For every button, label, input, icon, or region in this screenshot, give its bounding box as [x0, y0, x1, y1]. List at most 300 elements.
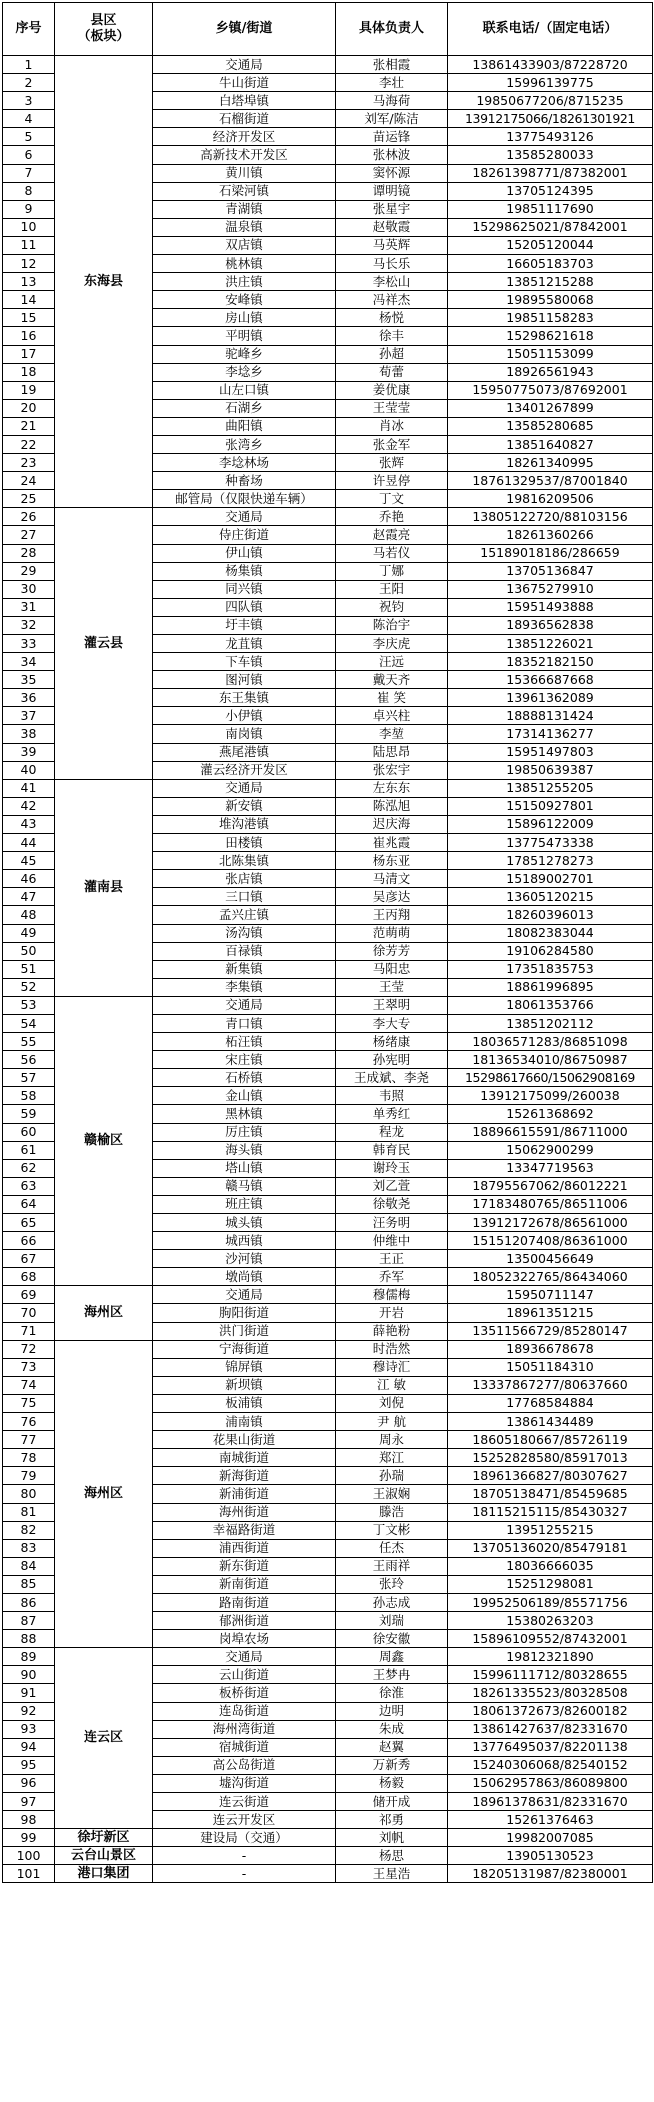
phone-cell: 13851226021 [448, 635, 653, 653]
header-county-line2: （板块） [77, 29, 130, 44]
town-cell: 山左口镇 [153, 381, 336, 399]
table-body [3, 56, 653, 1883]
seq-cell: 69 [3, 1286, 55, 1304]
table-header [3, 3, 653, 56]
phone-cell: 18926561943 [448, 363, 653, 381]
seq-cell: 45 [3, 852, 55, 870]
seq-cell: 89 [3, 1648, 55, 1666]
town-cell: 金山镇 [153, 1087, 336, 1105]
seq-cell: 17 [3, 345, 55, 363]
county-cell: 连云区 [55, 1648, 153, 1829]
town-cell: 侍庄街道 [153, 526, 336, 544]
phone-cell: 13805122720/88103156 [448, 508, 653, 526]
seq-cell: 37 [3, 707, 55, 725]
person-cell: 马阳忠 [336, 960, 448, 978]
person-cell: 朱成 [336, 1720, 448, 1738]
person-cell: 刘倪 [336, 1394, 448, 1412]
table-row [3, 1286, 653, 1304]
town-cell: 图河镇 [153, 671, 336, 689]
town-cell: 新集镇 [153, 960, 336, 978]
phone-cell: 19982007085 [448, 1829, 653, 1847]
seq-cell: 51 [3, 960, 55, 978]
person-cell: 周永 [336, 1431, 448, 1449]
person-cell: 刘瑞 [336, 1612, 448, 1630]
person-cell: 王翠明 [336, 996, 448, 1014]
phone-cell: 13705124395 [448, 182, 653, 200]
seq-cell: 46 [3, 870, 55, 888]
town-cell: 房山镇 [153, 309, 336, 327]
town-cell: 下车镇 [153, 653, 336, 671]
seq-cell: 99 [3, 1829, 55, 1847]
town-cell: 宿城街道 [153, 1738, 336, 1756]
seq-cell: 65 [3, 1214, 55, 1232]
phone-cell: 13951255215 [448, 1521, 653, 1539]
town-cell: - [153, 1847, 336, 1865]
town-cell: 高公岛街道 [153, 1756, 336, 1774]
seq-cell: 98 [3, 1811, 55, 1829]
seq-cell: 25 [3, 490, 55, 508]
phone-cell: 15261376463 [448, 1811, 653, 1829]
town-cell: 白塔埠镇 [153, 92, 336, 110]
phone-cell: 18861996895 [448, 978, 653, 996]
seq-cell: 73 [3, 1358, 55, 1376]
seq-cell: 86 [3, 1593, 55, 1611]
person-cell: 徐敬尧 [336, 1195, 448, 1213]
person-cell: 吴彦达 [336, 888, 448, 906]
town-cell: 种畜场 [153, 472, 336, 490]
phone-cell: 13347719563 [448, 1159, 653, 1177]
phone-cell: 18061372673/82600182 [448, 1702, 653, 1720]
person-cell: 马英辉 [336, 236, 448, 254]
person-cell: 万新秀 [336, 1756, 448, 1774]
person-cell: 杨悦 [336, 309, 448, 327]
phone-cell: 18605180667/85726119 [448, 1431, 653, 1449]
seq-cell: 43 [3, 815, 55, 833]
person-cell: 王雨祥 [336, 1557, 448, 1575]
seq-cell: 24 [3, 472, 55, 490]
phone-cell: 13705136847 [448, 562, 653, 580]
seq-cell: 58 [3, 1087, 55, 1105]
phone-cell: 18795567062/86012221 [448, 1177, 653, 1195]
town-cell: 交通局 [153, 779, 336, 797]
phone-cell: 15366687668 [448, 671, 653, 689]
phone-cell: 19812321890 [448, 1648, 653, 1666]
town-cell: 双店镇 [153, 236, 336, 254]
town-cell: 幸福路街道 [153, 1521, 336, 1539]
town-cell: 伊山镇 [153, 544, 336, 562]
county-cell: 徐圩新区 [55, 1829, 153, 1847]
table-row [3, 1847, 653, 1865]
person-cell: 崔 笑 [336, 689, 448, 707]
header-phone: 联系电话/（固定电话） [448, 3, 653, 56]
phone-cell: 15051184310 [448, 1358, 653, 1376]
town-cell: 洪门街道 [153, 1322, 336, 1340]
seq-cell: 96 [3, 1774, 55, 1792]
header-row [3, 3, 653, 56]
phone-cell: 18896615591/86711000 [448, 1123, 653, 1141]
seq-cell: 10 [3, 218, 55, 236]
town-cell: 黑林镇 [153, 1105, 336, 1123]
phone-cell: 15151207408/86361000 [448, 1232, 653, 1250]
phone-cell: 19851117690 [448, 200, 653, 218]
seq-cell: 66 [3, 1232, 55, 1250]
person-cell: 李大专 [336, 1014, 448, 1032]
seq-cell: 14 [3, 291, 55, 309]
phone-cell: 18205131987/82380001 [448, 1865, 653, 1883]
town-cell: 花果山街道 [153, 1431, 336, 1449]
table-row [3, 996, 653, 1014]
person-cell: 赵翼 [336, 1738, 448, 1756]
person-cell: 赵霞亮 [336, 526, 448, 544]
seq-cell: 35 [3, 671, 55, 689]
town-cell: 建设局（交通） [153, 1829, 336, 1847]
seq-cell: 16 [3, 327, 55, 345]
phone-cell: 18115215115/85430327 [448, 1503, 653, 1521]
town-cell: 邮管局（仅限快递车辆） [153, 490, 336, 508]
phone-cell: 17851278273 [448, 852, 653, 870]
phone-cell: 15261368692 [448, 1105, 653, 1123]
table-row [3, 508, 653, 526]
seq-cell: 52 [3, 978, 55, 996]
person-cell: 程龙 [336, 1123, 448, 1141]
seq-cell: 18 [3, 363, 55, 381]
seq-cell: 19 [3, 381, 55, 399]
phone-cell: 18036666035 [448, 1557, 653, 1575]
town-cell: 宁海街道 [153, 1340, 336, 1358]
town-cell: 小伊镇 [153, 707, 336, 725]
town-cell: 平明镇 [153, 327, 336, 345]
town-cell: 孟兴庄镇 [153, 906, 336, 924]
town-cell: 北陈集镇 [153, 852, 336, 870]
person-cell: 陈泓旭 [336, 797, 448, 815]
seq-cell: 90 [3, 1666, 55, 1684]
person-cell: 滕浩 [336, 1503, 448, 1521]
phone-cell: 13861427637/82331670 [448, 1720, 653, 1738]
header-person: 具体负责人 [336, 3, 448, 56]
town-cell: 经济开发区 [153, 128, 336, 146]
town-cell: 新安镇 [153, 797, 336, 815]
phone-cell: 13851255205 [448, 779, 653, 797]
phone-cell: 13912175066/18261301921 [448, 110, 653, 128]
county-cell: 灌云县 [55, 508, 153, 779]
phone-cell: 15062957863/86089800 [448, 1774, 653, 1792]
person-cell: 窦怀源 [336, 164, 448, 182]
phone-cell: 15062900299 [448, 1141, 653, 1159]
seq-cell: 38 [3, 725, 55, 743]
phone-cell: 13905130523 [448, 1847, 653, 1865]
phone-cell: 15896122009 [448, 815, 653, 833]
person-cell: 单秀红 [336, 1105, 448, 1123]
town-cell: 浦南镇 [153, 1413, 336, 1431]
phone-cell: 15150927801 [448, 797, 653, 815]
town-cell: 新浦街道 [153, 1485, 336, 1503]
town-cell: 石桥镇 [153, 1069, 336, 1087]
person-cell: 韩育民 [336, 1141, 448, 1159]
phone-cell: 18961366827/80307627 [448, 1467, 653, 1485]
county-cell: 海州区 [55, 1340, 153, 1648]
phone-cell: 15951493888 [448, 598, 653, 616]
person-cell: 杨毅 [336, 1774, 448, 1792]
town-cell: 田楼镇 [153, 834, 336, 852]
phone-cell: 13511566729/85280147 [448, 1322, 653, 1340]
person-cell: 祝钧 [336, 598, 448, 616]
person-cell: 孙超 [336, 345, 448, 363]
person-cell: 刘军/陈洁 [336, 110, 448, 128]
phone-cell: 13851640827 [448, 435, 653, 453]
town-cell: 南岗镇 [153, 725, 336, 743]
person-cell: 戴天齐 [336, 671, 448, 689]
seq-cell: 12 [3, 255, 55, 273]
town-cell: 云山街道 [153, 1666, 336, 1684]
phone-cell: 15298621618 [448, 327, 653, 345]
phone-cell: 18936562838 [448, 616, 653, 634]
seq-cell: 70 [3, 1304, 55, 1322]
seq-cell: 71 [3, 1322, 55, 1340]
person-cell: 乔艳 [336, 508, 448, 526]
town-cell: 同兴镇 [153, 580, 336, 598]
person-cell: 徐丰 [336, 327, 448, 345]
phone-cell: 18261360266 [448, 526, 653, 544]
town-cell: 连岛街道 [153, 1702, 336, 1720]
seq-cell: 27 [3, 526, 55, 544]
person-cell: 张金军 [336, 435, 448, 453]
person-cell: 汪远 [336, 653, 448, 671]
town-cell: 曲阳镇 [153, 417, 336, 435]
person-cell: 王正 [336, 1250, 448, 1268]
town-cell: 石榴街道 [153, 110, 336, 128]
town-cell: 张店镇 [153, 870, 336, 888]
seq-cell: 72 [3, 1340, 55, 1358]
town-cell: 牛山街道 [153, 74, 336, 92]
phone-cell: 19895580068 [448, 291, 653, 309]
town-cell: 郁洲街道 [153, 1612, 336, 1630]
table-row [3, 56, 653, 74]
seq-cell: 20 [3, 399, 55, 417]
seq-cell: 88 [3, 1630, 55, 1648]
seq-cell: 64 [3, 1195, 55, 1213]
phone-cell: 18261335523/80328508 [448, 1684, 653, 1702]
person-cell: 陈治宇 [336, 616, 448, 634]
seq-cell: 74 [3, 1376, 55, 1394]
person-cell: 时浩然 [336, 1340, 448, 1358]
person-cell: 边明 [336, 1702, 448, 1720]
phone-cell: 15240306068/82540152 [448, 1756, 653, 1774]
seq-cell: 61 [3, 1141, 55, 1159]
seq-cell: 6 [3, 146, 55, 164]
seq-cell: 47 [3, 888, 55, 906]
town-cell: 连云开发区 [153, 1811, 336, 1829]
county-cell: 云台山景区 [55, 1847, 153, 1865]
phone-cell: 19816209506 [448, 490, 653, 508]
seq-cell: 84 [3, 1557, 55, 1575]
person-cell: 张星宇 [336, 200, 448, 218]
phone-cell: 15189018186/286659 [448, 544, 653, 562]
phone-cell: 15252828580/85917013 [448, 1449, 653, 1467]
seq-cell: 15 [3, 309, 55, 327]
seq-cell: 55 [3, 1033, 55, 1051]
person-cell: 丁文彬 [336, 1521, 448, 1539]
seq-cell: 44 [3, 834, 55, 852]
person-cell: 崔兆霞 [336, 834, 448, 852]
person-cell: 杨思 [336, 1847, 448, 1865]
person-cell: 孙宪明 [336, 1051, 448, 1069]
town-cell: 新南街道 [153, 1575, 336, 1593]
person-cell: 刘乙萱 [336, 1177, 448, 1195]
seq-cell: 97 [3, 1793, 55, 1811]
phone-cell: 18036571283/86851098 [448, 1033, 653, 1051]
town-cell: 安峰镇 [153, 291, 336, 309]
person-cell: 张林波 [336, 146, 448, 164]
phone-cell: 15189002701 [448, 870, 653, 888]
person-cell: 乔军 [336, 1268, 448, 1286]
person-cell: 李庆虎 [336, 635, 448, 653]
phone-cell: 13675279910 [448, 580, 653, 598]
seq-cell: 5 [3, 128, 55, 146]
seq-cell: 75 [3, 1394, 55, 1412]
seq-cell: 32 [3, 616, 55, 634]
seq-cell: 41 [3, 779, 55, 797]
phone-cell: 18061353766 [448, 996, 653, 1014]
town-cell: 交通局 [153, 1286, 336, 1304]
person-cell: 张玲 [336, 1575, 448, 1593]
phone-cell: 18082383044 [448, 924, 653, 942]
person-cell: 丁文 [336, 490, 448, 508]
person-cell: 徐芳芳 [336, 942, 448, 960]
phone-cell: 13585280033 [448, 146, 653, 164]
phone-cell: 13605120215 [448, 888, 653, 906]
town-cell: 朐阳街道 [153, 1304, 336, 1322]
seq-cell: 30 [3, 580, 55, 598]
person-cell: 穆儒梅 [336, 1286, 448, 1304]
town-cell: 海头镇 [153, 1141, 336, 1159]
person-cell: 王淑娴 [336, 1485, 448, 1503]
seq-cell: 49 [3, 924, 55, 942]
town-cell: 洪庄镇 [153, 273, 336, 291]
town-cell: 汤沟镇 [153, 924, 336, 942]
town-cell: 海州街道 [153, 1503, 336, 1521]
phone-cell: 17183480765/86511006 [448, 1195, 653, 1213]
person-cell: 丁娜 [336, 562, 448, 580]
phone-cell: 19850639387 [448, 761, 653, 779]
phone-cell: 18761329537/87001840 [448, 472, 653, 490]
town-cell: 圩丰镇 [153, 616, 336, 634]
seq-cell: 60 [3, 1123, 55, 1141]
town-cell: 墩尚镇 [153, 1268, 336, 1286]
seq-cell: 9 [3, 200, 55, 218]
town-cell: 龙苴镇 [153, 635, 336, 653]
seq-cell: 48 [3, 906, 55, 924]
seq-cell: 100 [3, 1847, 55, 1865]
phone-cell: 13912172678/86561000 [448, 1214, 653, 1232]
town-cell: 灌云经济开发区 [153, 761, 336, 779]
phone-cell: 15251298081 [448, 1575, 653, 1593]
seq-cell: 94 [3, 1738, 55, 1756]
person-cell: 仲维中 [336, 1232, 448, 1250]
seq-cell: 11 [3, 236, 55, 254]
header-town: 乡镇/街道 [153, 3, 336, 56]
table-row [3, 1865, 653, 1883]
phone-cell: 17768584884 [448, 1394, 653, 1412]
person-cell: 徐淮 [336, 1684, 448, 1702]
phone-cell: 15951497803 [448, 743, 653, 761]
person-cell: 张辉 [336, 454, 448, 472]
phone-cell: 13337867277/80637660 [448, 1376, 653, 1394]
seq-cell: 8 [3, 182, 55, 200]
town-cell: 堆沟港镇 [153, 815, 336, 833]
seq-cell: 33 [3, 635, 55, 653]
town-cell: 驼峰乡 [153, 345, 336, 363]
person-cell: 王莹 [336, 978, 448, 996]
person-cell: 刘帆 [336, 1829, 448, 1847]
header-county-line1: 县区 [90, 13, 117, 28]
phone-cell: 13705136020/85479181 [448, 1539, 653, 1557]
person-cell: 荀蕾 [336, 363, 448, 381]
town-cell: 三口镇 [153, 888, 336, 906]
town-cell: 新坝镇 [153, 1376, 336, 1394]
header-seq: 序号 [3, 3, 55, 56]
person-cell: 郑江 [336, 1449, 448, 1467]
person-cell: 徐安徽 [336, 1630, 448, 1648]
person-cell: 卓兴柱 [336, 707, 448, 725]
town-cell: 南城街道 [153, 1449, 336, 1467]
seq-cell: 1 [3, 56, 55, 74]
person-cell: 张宏宇 [336, 761, 448, 779]
phone-cell: 15380263203 [448, 1612, 653, 1630]
phone-cell: 18261340995 [448, 454, 653, 472]
table-row [3, 1648, 653, 1666]
town-cell: 城西镇 [153, 1232, 336, 1250]
phone-cell: 15896109552/87432001 [448, 1630, 653, 1648]
person-cell: 姜优康 [336, 381, 448, 399]
person-cell: 开岩 [336, 1304, 448, 1322]
seq-cell: 82 [3, 1521, 55, 1539]
person-cell: 肖冰 [336, 417, 448, 435]
person-cell: 陆思昂 [336, 743, 448, 761]
seq-cell: 68 [3, 1268, 55, 1286]
person-cell: 薛艳粉 [336, 1322, 448, 1340]
seq-cell: 81 [3, 1503, 55, 1521]
town-cell: 墟沟街道 [153, 1774, 336, 1792]
person-cell: 尹 航 [336, 1413, 448, 1431]
phone-cell: 15950711147 [448, 1286, 653, 1304]
seq-cell: 80 [3, 1485, 55, 1503]
phone-cell: 18888131424 [448, 707, 653, 725]
phone-cell: 15205120044 [448, 236, 653, 254]
seq-cell: 76 [3, 1413, 55, 1431]
person-cell: 孙瑞 [336, 1467, 448, 1485]
phone-cell: 17351835753 [448, 960, 653, 978]
phone-cell: 15996139775 [448, 74, 653, 92]
phone-cell: 18260396013 [448, 906, 653, 924]
phone-cell: 15298617660/15062908169 [448, 1069, 653, 1087]
town-cell: 石梁河镇 [153, 182, 336, 200]
person-cell: 范萌萌 [336, 924, 448, 942]
seq-cell: 63 [3, 1177, 55, 1195]
phone-cell: 13912175099/260038 [448, 1087, 653, 1105]
seq-cell: 56 [3, 1051, 55, 1069]
phone-cell: 13776495037/82201138 [448, 1738, 653, 1756]
seq-cell: 21 [3, 417, 55, 435]
town-cell: 交通局 [153, 1648, 336, 1666]
phone-cell: 15950775073/87692001 [448, 381, 653, 399]
person-cell: 祁勇 [336, 1811, 448, 1829]
phone-cell: 13585280685 [448, 417, 653, 435]
town-cell: 东王集镇 [153, 689, 336, 707]
town-cell: 杨集镇 [153, 562, 336, 580]
town-cell: 班庄镇 [153, 1195, 336, 1213]
phone-cell: 17314136277 [448, 725, 653, 743]
town-cell: 燕尾港镇 [153, 743, 336, 761]
